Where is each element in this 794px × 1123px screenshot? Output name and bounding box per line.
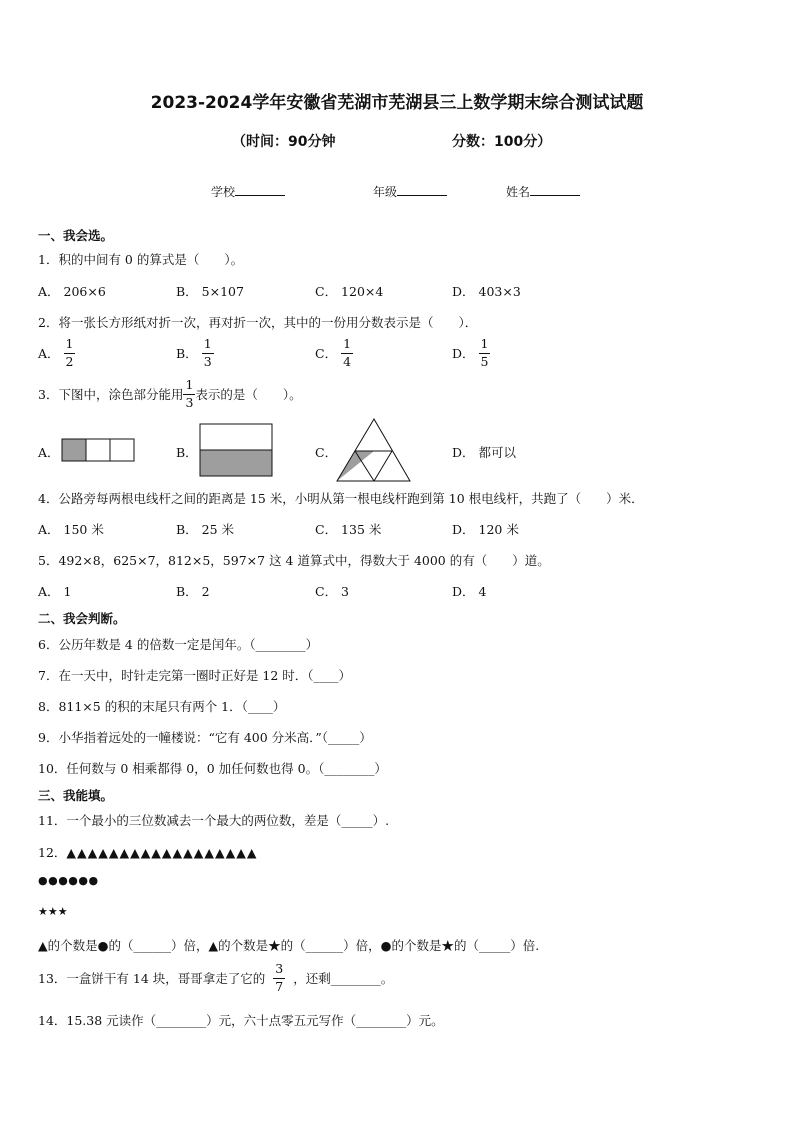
- q12-dots: ●●●●●●: [38, 874, 99, 887]
- numerator: 1: [183, 379, 195, 395]
- inner-line-right: [374, 451, 392, 481]
- denominator: 7: [275, 978, 284, 994]
- denominator: 3: [203, 353, 212, 369]
- q12-label: 12．: [38, 845, 67, 860]
- empty-cell: [86, 439, 110, 461]
- shaded-triangle: [337, 451, 374, 481]
- denominator: 5: [480, 353, 489, 369]
- numerator: 1: [341, 338, 353, 354]
- exam-score: 分数：100分）: [452, 134, 552, 150]
- question-12: ▲的个数是●的（______）倍，▲的个数是★的（______）倍，●的个数是★的（_____）倍.: [38, 938, 540, 953]
- q2-option-d-label: D．: [452, 346, 475, 361]
- q1-option-a[interactable]: A． 206×6: [38, 284, 106, 299]
- q2-option-a[interactable]: [38, 338, 75, 368]
- question-12-row-triangles: [38, 843, 257, 861]
- name-blank[interactable]: [530, 183, 580, 196]
- empty-half: [200, 424, 272, 450]
- grade-label: 年级: [373, 185, 398, 199]
- q3-option-a-label[interactable]: A．: [38, 445, 60, 460]
- q2-fraction-c: [341, 338, 353, 368]
- school-field[interactable]: [211, 183, 285, 200]
- q2-fraction-d: [479, 338, 491, 368]
- q2-fraction-b: [202, 338, 214, 368]
- q5-option-d[interactable]: D． 4: [452, 584, 487, 599]
- denominator: 4: [343, 353, 352, 369]
- question-4: 4．公路旁每两根电线杆之间的距离是 15 米，小明从第一根电线杆跑到第 10 根电线杆，共跑了（ ）米．: [38, 491, 644, 506]
- q3-fraction: [183, 379, 195, 409]
- q2-option-b-label: B．: [176, 346, 198, 361]
- question-6: 6．公历年数是 4 的倍数一定是闰年。（________）: [38, 637, 319, 652]
- page-title: 2023-2024学年安徽省芜湖市芜湖县三上数学期末综合测试试题: [150, 93, 644, 113]
- question-3: [38, 379, 302, 409]
- q4-option-c[interactable]: C． 135 米: [315, 522, 382, 537]
- question-1: 1．积的中间有 0 的算式是（ ）。: [38, 252, 244, 267]
- q13-text-before: 13．一盒饼干有 14 块，哥哥拿走了它的: [38, 971, 266, 986]
- q3-figure-c-triangle: [336, 417, 412, 483]
- q4-option-d[interactable]: D． 120 米: [452, 522, 519, 537]
- school-label: 学校: [211, 185, 236, 199]
- numerator: 1: [202, 338, 214, 354]
- q1-option-c[interactable]: C． 120×4: [315, 284, 384, 299]
- question-5: 5．492×8，625×7，812×5，597×7 这 4 道算式中，得数大于 4000 的有（ ）道。: [38, 553, 550, 568]
- q3-option-c-label[interactable]: C．: [315, 445, 338, 460]
- q2-option-b[interactable]: [176, 338, 214, 368]
- q3-text-after: 表示的是（ ）。: [195, 387, 302, 402]
- q13-text-after: ，还剩________。: [293, 971, 394, 986]
- numerator: 1: [479, 338, 491, 354]
- q2-option-a-label: A．: [38, 346, 60, 361]
- question-10: 10．任何数与 0 相乘都得 0，0 加任何数也得 0。（________）: [38, 761, 387, 776]
- numerator: 3: [273, 963, 285, 979]
- q3-option-b-label[interactable]: B．: [176, 445, 198, 460]
- question-13: [38, 963, 393, 993]
- q5-option-b[interactable]: B． 2: [176, 584, 210, 599]
- q1-option-d[interactable]: D． 403×3: [452, 284, 521, 299]
- q5-option-a[interactable]: A． 1: [38, 584, 72, 599]
- question-9: 9．小华指着远处的一幢楼说：“它有 400 分米高．”（_____）: [38, 730, 372, 745]
- q3-figure-a-strip: [61, 438, 135, 463]
- q2-fraction-a: [64, 338, 76, 368]
- q12-stars: ★★★: [38, 905, 68, 918]
- exam-time: （时间：90分钟: [232, 134, 336, 150]
- q1-option-b[interactable]: B． 5×107: [176, 284, 244, 299]
- shaded-cell: [62, 439, 86, 461]
- shaded-half: [200, 450, 272, 476]
- question-11: 11．一个最小的三位数减去一个最大的两位数，差是（_____）.: [38, 813, 390, 828]
- q4-option-a[interactable]: A． 150 米: [38, 522, 104, 537]
- q2-option-c-label: C．: [315, 346, 338, 361]
- q2-option-d[interactable]: [452, 338, 490, 368]
- name-field[interactable]: [506, 183, 580, 200]
- question-2: 2．将一张长方形纸对折一次，再对折一次，其中的一份用分数表示是（ ）．: [38, 315, 478, 330]
- denominator: 3: [185, 394, 194, 410]
- denominator: 2: [65, 353, 74, 369]
- q3-text-before: 3．下图中，涂色部分能用: [38, 387, 184, 402]
- question-8: 8．811×5 的积的末尾只有两个 1．（____）: [38, 699, 286, 714]
- numerator: 1: [64, 338, 76, 354]
- question-14: 14．15.38 元读作（________）元，六十点零五元写作（________）元。: [38, 1013, 444, 1028]
- section-heading-fill: 三、我能填。: [38, 788, 114, 803]
- empty-cell: [110, 439, 134, 461]
- grade-blank[interactable]: [397, 183, 447, 196]
- school-blank[interactable]: [235, 183, 285, 196]
- section-heading-judge: 二、我会判断。: [38, 611, 126, 626]
- q3-figure-b-rectangle: [199, 423, 274, 477]
- grade-field[interactable]: [373, 183, 447, 200]
- q13-fraction: [273, 963, 285, 993]
- q3-option-d[interactable]: D． 都可以: [452, 445, 516, 460]
- q5-option-c[interactable]: C． 3: [315, 584, 349, 599]
- q12-triangles: ▲▲▲▲▲▲▲▲▲▲▲▲▲▲▲▲▲▲: [66, 845, 258, 860]
- q4-option-b[interactable]: B． 25 米: [176, 522, 235, 537]
- name-label: 姓名: [506, 185, 531, 199]
- q2-option-c[interactable]: [315, 338, 353, 368]
- section-heading-choose: 一、我会选。: [38, 228, 114, 243]
- question-7: 7．在一天中，时针走完第一圈时正好是 12 时．（____）: [38, 668, 352, 683]
